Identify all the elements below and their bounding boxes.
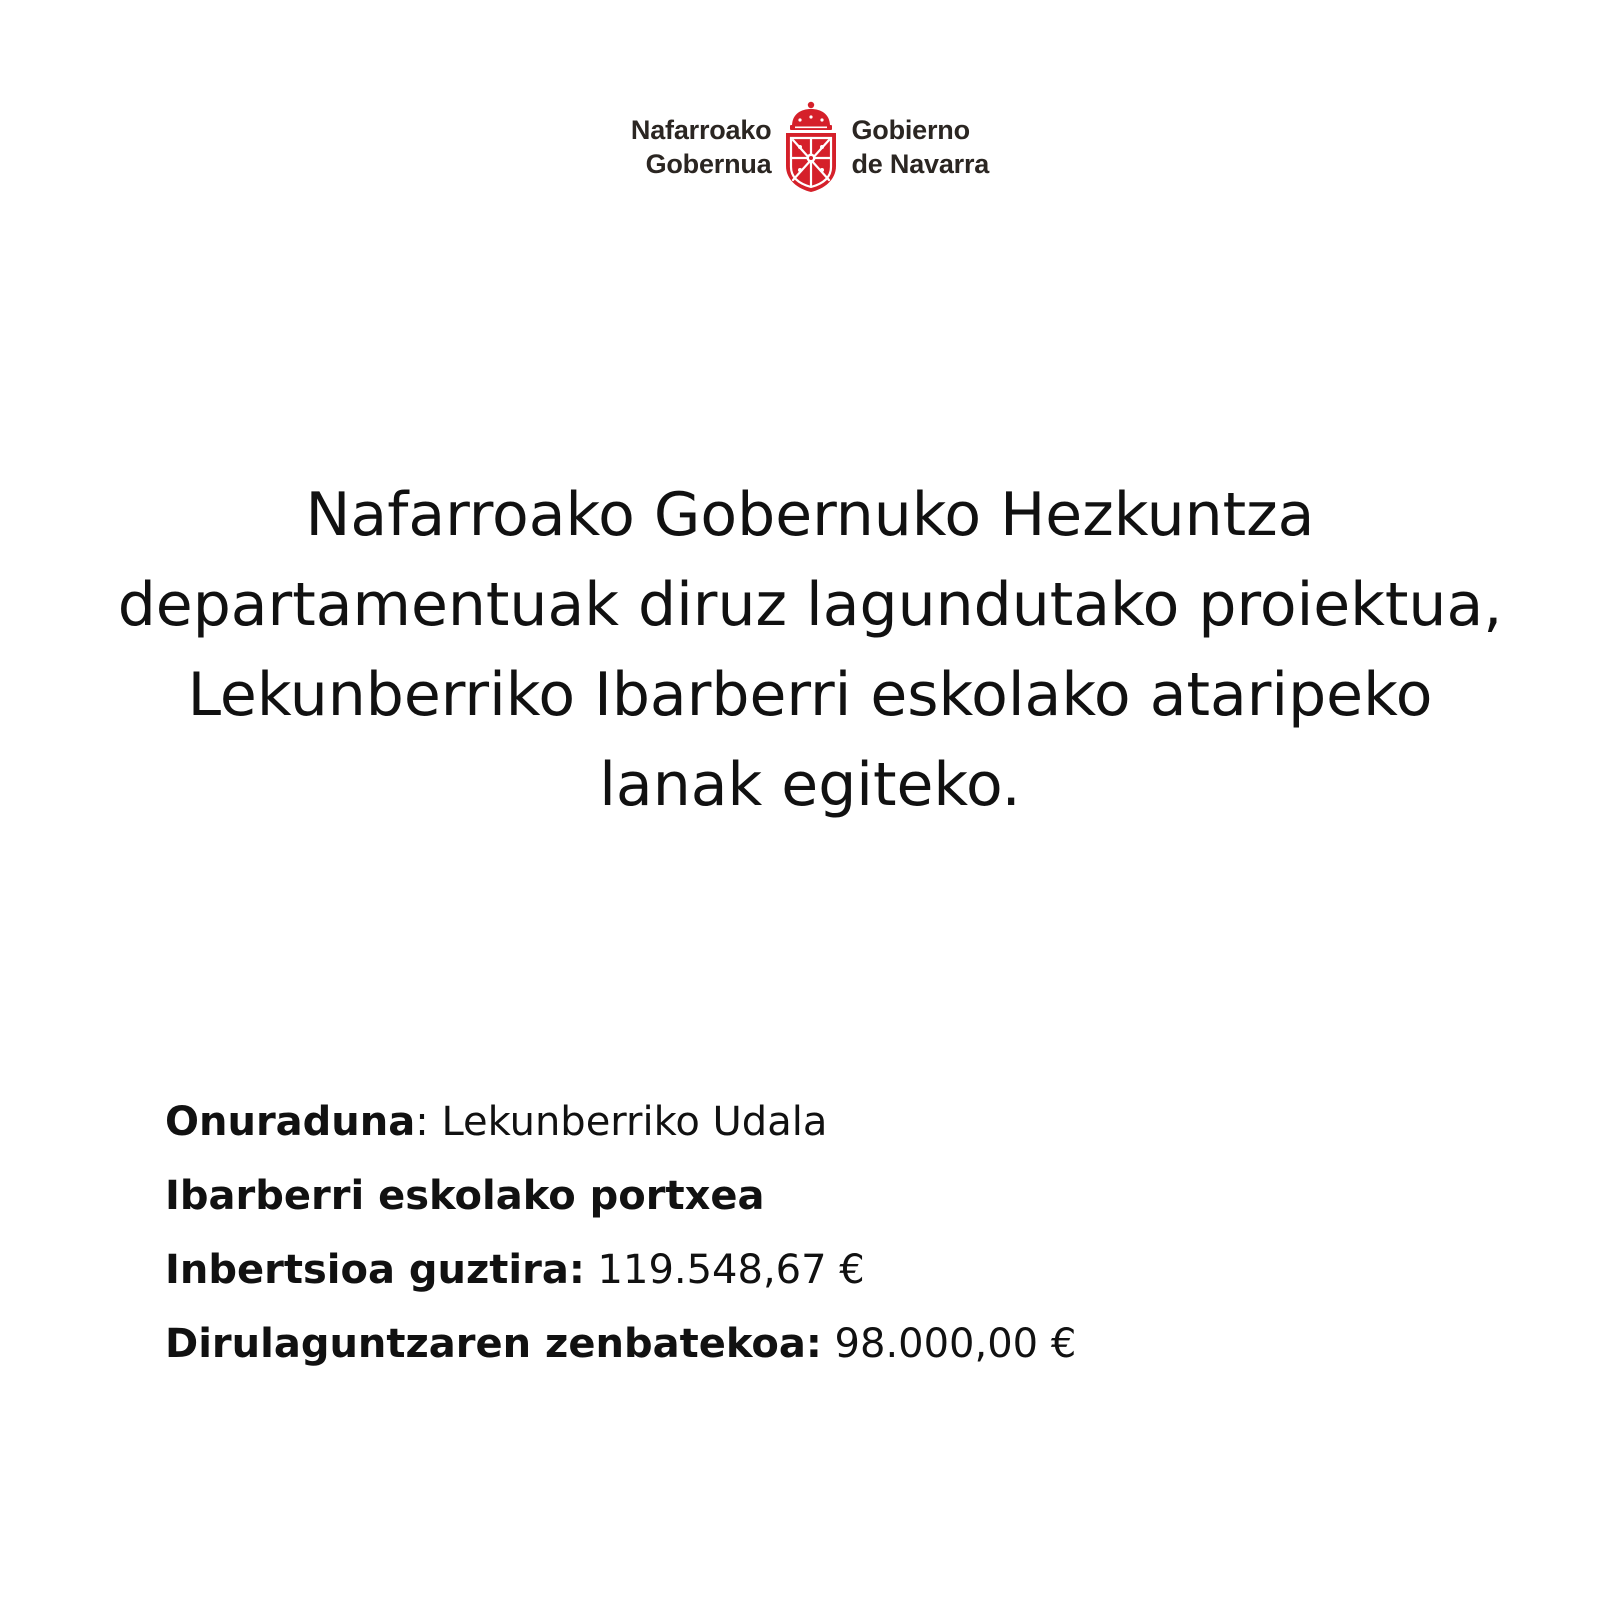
logo-text-basque-line2: Gobernua xyxy=(645,149,772,179)
government-logo xyxy=(0,100,1620,194)
logo-text-basque-line1: Nafarroako xyxy=(630,115,772,145)
logo-text-basque xyxy=(631,113,772,181)
logo-text-spanish xyxy=(851,113,989,181)
logo-text-spanish-line2: de Navarra xyxy=(851,149,990,179)
grant-value: 98.000,00 € xyxy=(834,1321,1077,1367)
project-title: Ibarberri eskolako portxea xyxy=(165,1173,765,1219)
investment-label: Inbertsioa guztira: xyxy=(165,1247,585,1293)
logo-text-spanish-line1: Gobierno xyxy=(851,115,970,145)
beneficiary-value: Lekunberriko Udala xyxy=(441,1099,828,1145)
beneficiary-row xyxy=(165,1085,1465,1159)
beneficiary-separator: : xyxy=(415,1099,442,1145)
navarra-coat-of-arms-icon xyxy=(783,100,839,194)
beneficiary-label: Onuraduna xyxy=(165,1099,416,1145)
project-title-row xyxy=(165,1159,1465,1233)
investment-row xyxy=(165,1233,1465,1307)
investment-value: 119.548,67 € xyxy=(597,1247,865,1293)
grant-row xyxy=(165,1307,1465,1381)
project-details xyxy=(165,1085,1465,1381)
grant-label: Dirulaguntzaren zenbatekoa: xyxy=(165,1321,822,1367)
project-headline: Nafarroako Gobernuko Hezkuntza departamentuak diruz lagundutako proiektua, Lekunberriko Ibarberri eskolako ataripeko lanak egiteko. xyxy=(117,480,1503,820)
